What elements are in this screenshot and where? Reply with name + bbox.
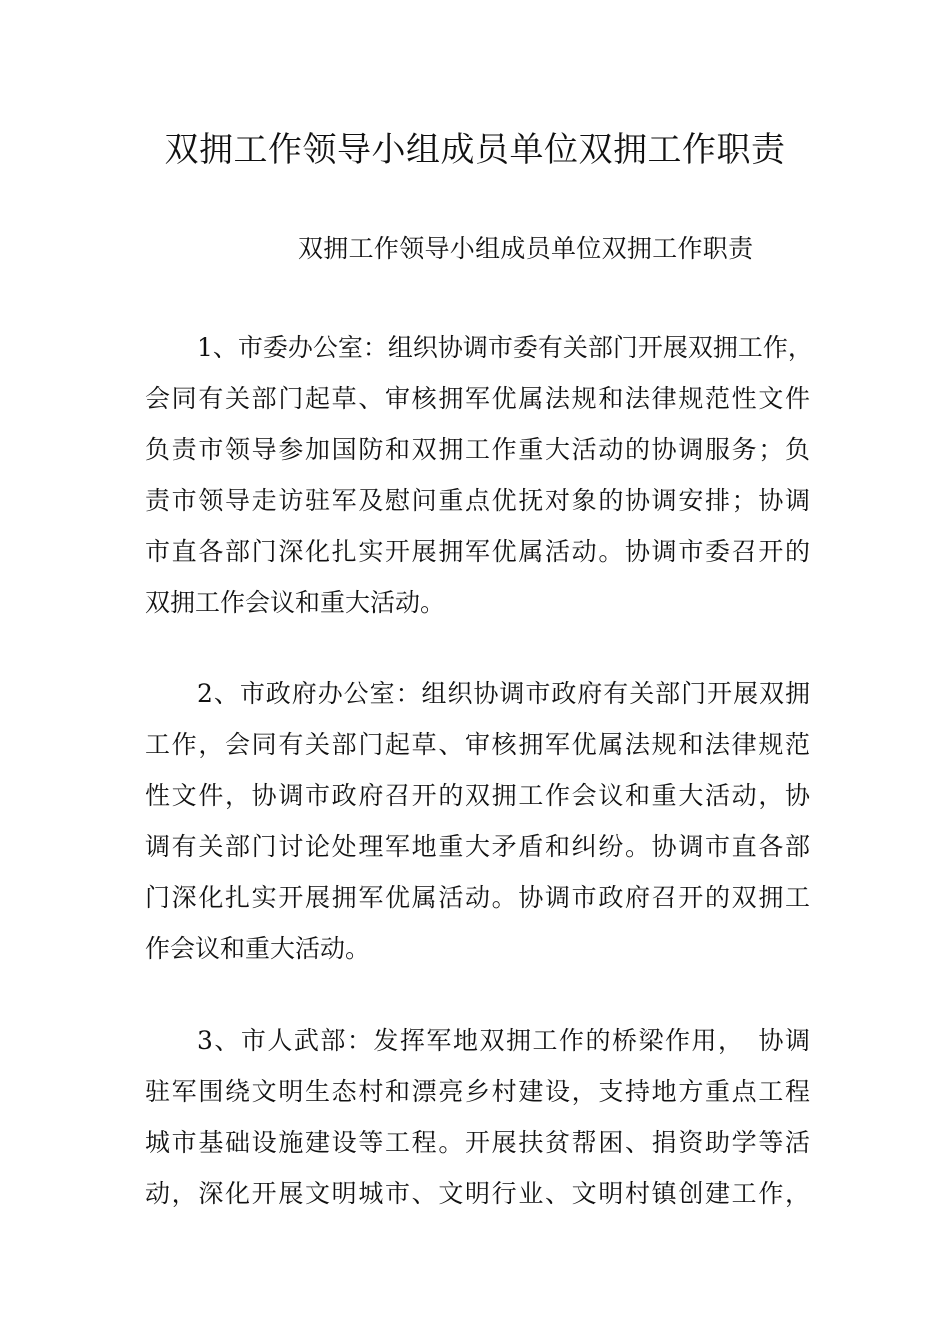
paragraph-line: 城市基础设施建设等工程。开展扶贫帮困、捐资助学等活 bbox=[145, 1128, 810, 1157]
paragraph-line: 2、市政府办公室：组织协调市政府有关部门开展双拥 bbox=[197, 679, 810, 708]
paragraph-line: 性文件，协调市政府召开的双拥工作会议和重大活动，协 bbox=[145, 781, 810, 810]
paragraph-line: 双拥工作会议和重大活动。 bbox=[145, 588, 446, 617]
paragraph-line: 工作，会同有关部门起草、审核拥军优属法规和法律规范 bbox=[145, 730, 810, 759]
paragraph-line: 会同有关部门起草、审核拥军优属法规和法律规范性文件 bbox=[145, 384, 810, 413]
paragraph-line: 1、市委办公室：组织协调市委有关部门开展双拥工作， bbox=[197, 333, 813, 362]
paragraph-line: 责市领导走访驻军及慰问重点优抚对象的协调安排；协调 bbox=[145, 486, 810, 515]
paragraph-line: 调有关部门讨论处理军地重大矛盾和纠纷。协调市直各部 bbox=[145, 832, 810, 861]
paragraph-line: 负责市领导参加国防和双拥工作重大活动的协调服务；负 bbox=[145, 435, 810, 464]
document-subtitle: 双拥工作领导小组成员单位双拥工作职责 bbox=[298, 234, 754, 263]
document-title: 双拥工作领导小组成员单位双拥工作职责 bbox=[164, 130, 786, 170]
paragraph-line: 3、市人武部：发挥军地双拥工作的桥梁作用， 协调 bbox=[197, 1026, 810, 1055]
paragraph-line: 门深化扎实开展拥军优属活动。协调市政府召开的双拥工 bbox=[145, 883, 810, 912]
paragraph-city-committee-office bbox=[145, 322, 813, 628]
paragraph-line: 作会议和重大活动。 bbox=[145, 934, 371, 963]
paragraph-city-armed-forces-department bbox=[145, 1015, 810, 1219]
paragraph-line: 驻军围绕文明生态村和漂亮乡村建设，支持地方重点工程 bbox=[145, 1077, 810, 1106]
paragraph-city-government-office bbox=[145, 668, 810, 974]
paragraph-line: 动，深化开展文明城市、文明行业、文明村镇创建工作， bbox=[145, 1179, 810, 1208]
paragraph-line: 市直各部门深化扎实开展拥军优属活动。协调市委召开的 bbox=[145, 537, 810, 566]
